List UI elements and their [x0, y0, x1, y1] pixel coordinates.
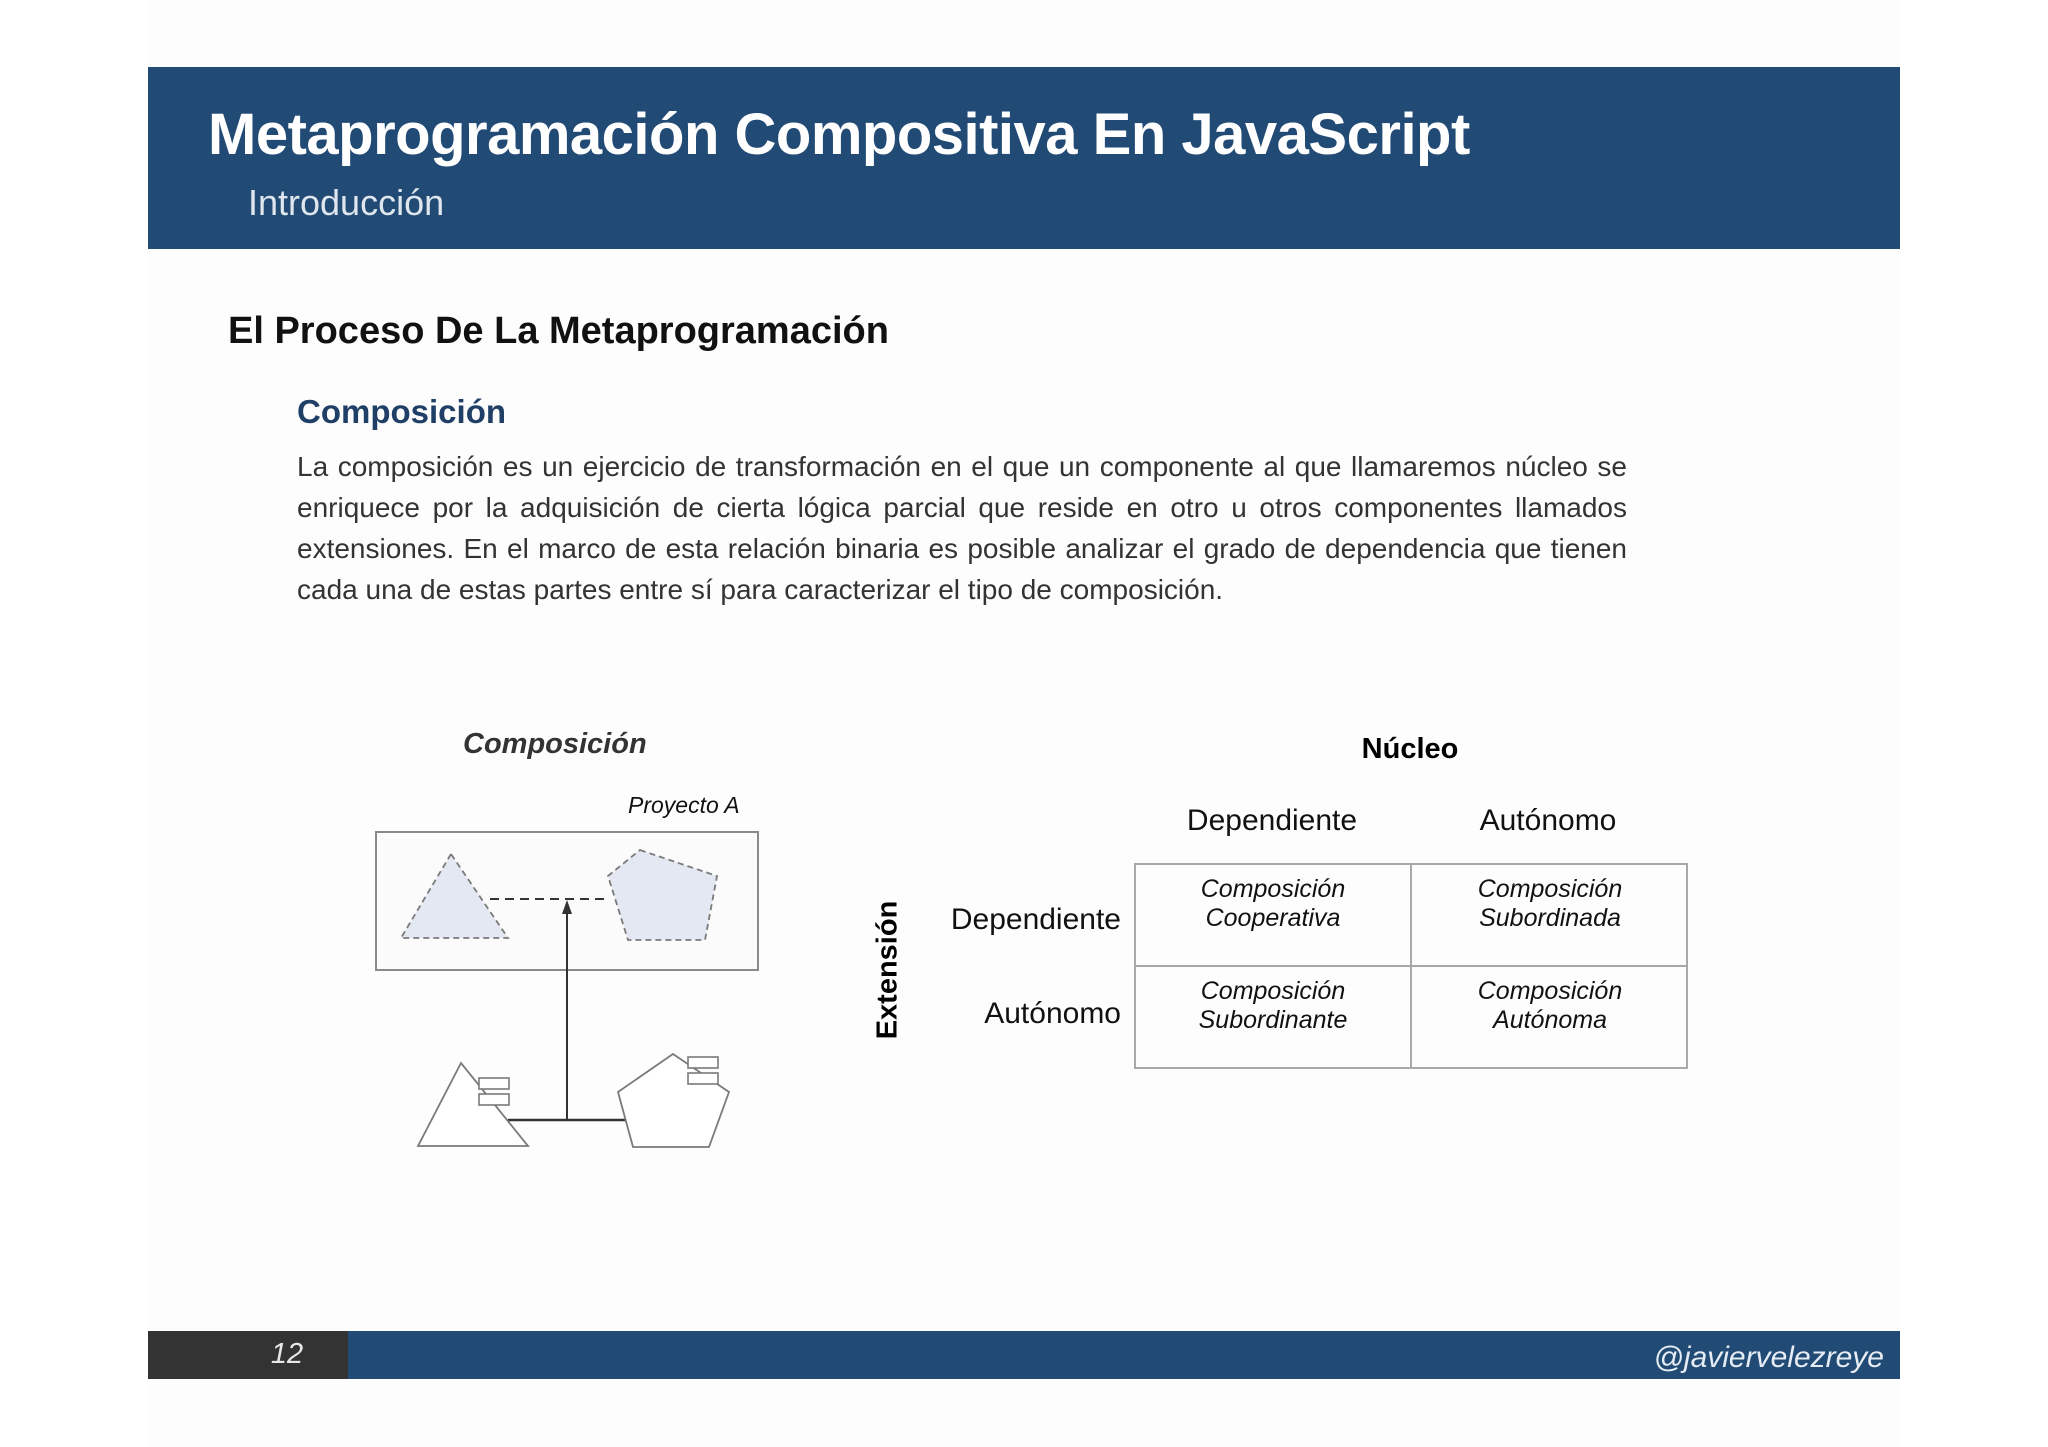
matrix-cell: [1136, 967, 1412, 1069]
page-title: Metaprogramación Compositiva En JavaScript: [208, 102, 1470, 167]
cell-line: Subordinante: [1198, 1006, 1348, 1034]
module-block: [479, 1078, 509, 1089]
cell-line: Subordinada: [1479, 904, 1621, 932]
matrix-row-header: Autónomo: [984, 997, 1121, 1030]
page-subtitle: Introducción: [248, 182, 445, 223]
cell-line: Autónoma: [1493, 1006, 1607, 1034]
matrix-cell: [1136, 865, 1412, 967]
composition-matrix: [1134, 863, 1688, 1069]
matrix-row-axis: Extensión: [871, 900, 904, 1040]
composition-diagram: [360, 820, 780, 1160]
footer-bar: [148, 1331, 1900, 1379]
cell-line: Composición: [1200, 977, 1346, 1005]
cell-line: Composición: [1200, 875, 1346, 903]
section-title: El Proceso De La Metaprogramación: [228, 310, 889, 352]
cell-line: Cooperativa: [1205, 904, 1341, 932]
matrix-cell: [1412, 865, 1688, 967]
module-block: [688, 1073, 718, 1084]
module-block: [479, 1094, 509, 1105]
diagram-title: Composición: [463, 728, 647, 760]
module-block: [688, 1057, 718, 1068]
matrix-column-axis: Núcleo: [1361, 733, 1459, 765]
page-number: 12: [270, 1338, 304, 1370]
header-bar: [148, 67, 1900, 249]
section-paragraph: La composición es un ejercicio de transformación en el que un componente al que llamaremos núcleo se enriquece por la adquisición de cierta lógica parcial que reside en otro u otros componentes llamados extensiones. En el marco de esta relación binaria es posible analizar el grado de dependencia que tienen cada una de estas partes entre sí para caracterizar el tipo de composición.: [297, 451, 1627, 605]
matrix-row-header: Dependiente: [950, 903, 1121, 936]
project-label: Proyecto A: [628, 792, 740, 818]
author-handle: @javiervelezreye: [1653, 1341, 1884, 1374]
matrix-column-header: Autónomo: [1479, 804, 1617, 837]
section-subtitle: Composición: [297, 393, 507, 430]
cell-line: Composición: [1477, 977, 1623, 1005]
cell-line: Composición: [1477, 875, 1623, 903]
matrix-column-header: Dependiente: [1186, 804, 1358, 837]
extension-triangle-shape: [418, 1063, 528, 1146]
matrix-cell: [1412, 967, 1688, 1069]
